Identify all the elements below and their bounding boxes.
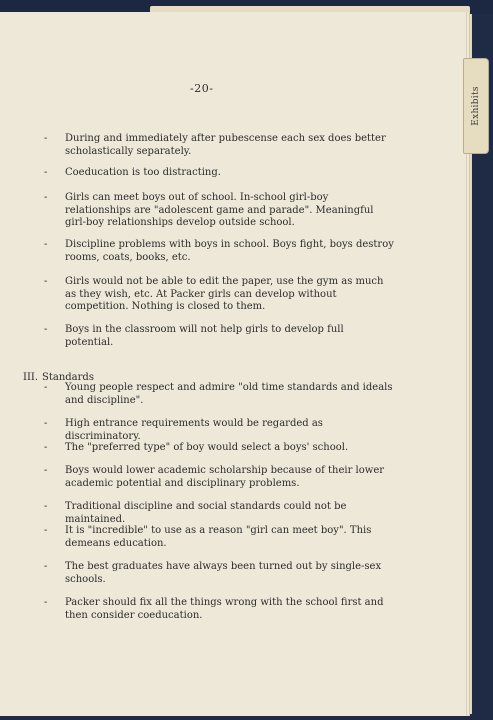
list-item-text: It is "incredible" to use as a reason "girl can meet boy". This demeans education. bbox=[65, 525, 372, 549]
document-page bbox=[0, 12, 466, 716]
bullet-dash: - bbox=[44, 465, 48, 476]
list-item-text: The best graduates have always been turned out by single-sex schools. bbox=[65, 561, 382, 585]
bullet-dash: - bbox=[44, 133, 48, 144]
list-item-text: Coeducation is too distracting. bbox=[65, 167, 221, 178]
list-item-text: Girls would not be able to edit the paper, use the gym as much as they wish, etc. At Packer girls can develop without competition. Nothing is closed to them. bbox=[65, 276, 384, 312]
bullet-dash: - bbox=[44, 525, 48, 536]
bullet-dash: - bbox=[44, 442, 48, 453]
list-item-text: Discipline problems with boys in school. Boys fight, boys destroy rooms, coats, books, etc. bbox=[65, 239, 394, 263]
list-item-text: Boys in the classroom will not help girls to develop full potential. bbox=[65, 324, 344, 348]
list-item-text: During and immediately after pubescense each sex does better scholastically separately. bbox=[65, 133, 386, 157]
bullet-dash: - bbox=[44, 382, 48, 393]
bullet-dash: - bbox=[44, 324, 48, 335]
bullet-dash: - bbox=[44, 418, 48, 429]
bullet-dash: - bbox=[44, 276, 48, 287]
tab-label: Exhibits bbox=[471, 86, 481, 126]
list-item-text: Girls can meet boys out of school. In-school girl-boy relationships are "adolescent game and parade". Meaningful girl-boy relationships develop outside school. bbox=[65, 192, 374, 228]
list-item-text: Young people respect and admire "old time standards and ideals and discipline". bbox=[65, 382, 393, 406]
bullet-dash: - bbox=[44, 192, 48, 203]
bullet-dash: - bbox=[44, 501, 48, 512]
bullet-dash: - bbox=[44, 561, 48, 572]
section-title: Standards bbox=[42, 372, 94, 383]
bullet-dash: - bbox=[44, 167, 48, 178]
list-item-text: Boys would lower academic scholarship because of their lower academic potential and disciplinary problems. bbox=[65, 465, 385, 489]
list-item-text: The "preferred type" of boy would select a boys' school. bbox=[65, 442, 349, 453]
exhibits-tab[interactable] bbox=[463, 58, 489, 154]
page-number: -20- bbox=[190, 82, 214, 95]
list-item-text: Packer should fix all the things wrong with the school first and then consider coeducation. bbox=[65, 597, 384, 621]
page-content bbox=[0, 12, 466, 716]
list-item-text: Traditional discipline and social standards could not be maintained. bbox=[65, 501, 347, 525]
bullet-dash: - bbox=[44, 239, 48, 250]
bullet-dash: - bbox=[44, 597, 48, 608]
section-number: III. bbox=[23, 372, 39, 383]
list-item-text: High entrance requirements would be regarded as discriminatory. bbox=[65, 418, 323, 442]
